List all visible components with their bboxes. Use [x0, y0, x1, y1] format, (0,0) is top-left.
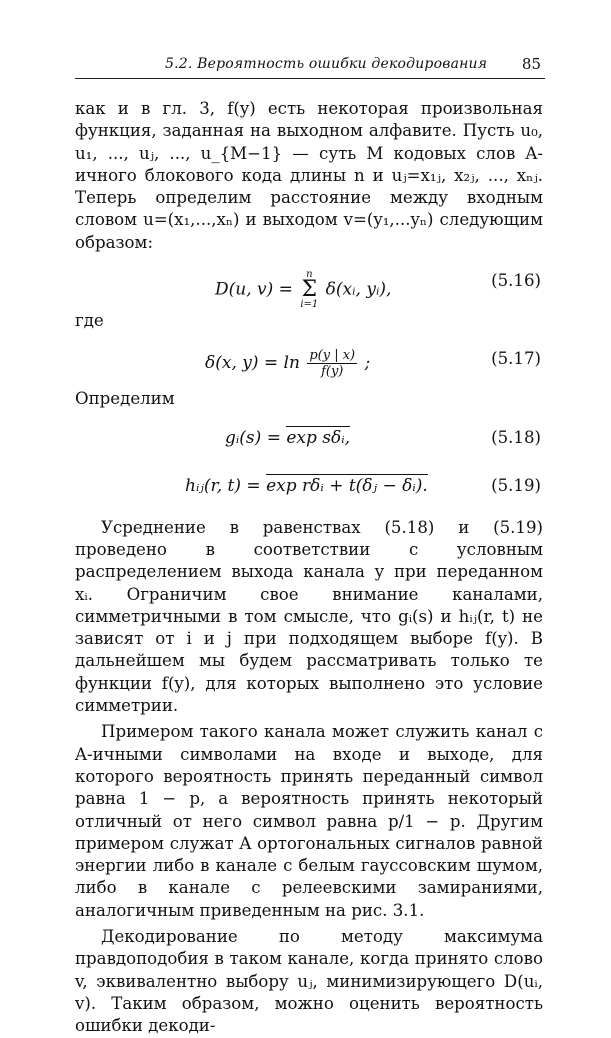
running-header: [75, 52, 545, 79]
equation-number: (5.18): [491, 427, 541, 447]
label-where: где: [75, 311, 104, 331]
formula-5-17: [205, 348, 370, 379]
paragraph-averaging: Усреднение в равенствах (5.18) и (5.19) проведено в соответствии с условным распределением выхода канала y при переданном xᵢ. Ограничим свое внимание каналами, симметричными в том смысле, что gᵢ(s) и hᵢⱼ(r, t) не зависят от i и j при подходящем выборе f(y). В дальнейшем мы будем рассматривать только те функции f(y), для которых выполнено это условие симметрии.: [75, 517, 543, 716]
page-body: [75, 98, 543, 1038]
formula-5-19: [185, 475, 428, 497]
fraction-numerator: p(y | x): [309, 348, 356, 364]
overlined-expression: exp sδᵢ,: [286, 427, 351, 448]
equation-5-18: [75, 419, 543, 459]
summation-sign: n Σ i=1: [300, 269, 319, 311]
formula-lhs: hᵢⱼ(r, t) =: [185, 475, 261, 496]
equation-number: (5.19): [491, 475, 541, 495]
formula-tail: ;: [364, 353, 371, 374]
formula-rhs: δ(xᵢ, yᵢ),: [325, 279, 392, 300]
paragraph-intro: как и в гл. 3, f(y) есть некоторая произвольная функция, заданная на выходном алфавите. Пусть u₀, u₁, ..., uⱼ, ..., u_{M−1} — суть M кодовых слов A-ичного блокового кода длины n и uⱼ=x₁ⱼ, x₂ⱼ, ..., xₙⱼ. Теперь определим расстояние между входным словом u=(x₁,...,xₙ) и выходом v=(y₁,...yₙ) следующим образом:: [75, 99, 543, 252]
page-number: 85: [521, 55, 541, 73]
formula-lhs: gᵢ(s) =: [225, 427, 281, 448]
equation-5-17: [75, 340, 543, 380]
sum-upper-limit: n: [306, 269, 313, 281]
fraction: [307, 348, 357, 379]
label-define: Определим: [75, 389, 175, 409]
fraction-denominator: f(y): [321, 364, 344, 380]
paragraph-decoding: Декодирование по методу максимума правдоподобия в таком канале, когда принято слово v, эквивалентно выбору uⱼ, минимизирующего D(uᵢ, v). Таким образом, можно оценить вероятность ошибки декоди-: [75, 927, 543, 1036]
section-title: 5.2. Вероятность ошибки декодирования: [165, 56, 488, 72]
equation-5-19: [75, 467, 543, 507]
overlined-expression: exp rδᵢ + t(δⱼ − δᵢ).: [266, 475, 428, 496]
formula-lhs: D(u, v) =: [215, 279, 293, 300]
sum-lower-limit: i=1: [300, 299, 319, 311]
formula-5-18: [225, 427, 350, 449]
equation-5-16: [75, 262, 543, 311]
paragraph-example: Примером такого канала может служить канал с A-ичными символами на входе и выходе, для которого вероятность принять переданный символ равна 1 − p, а вероятность принять некоторый отличный от него символ равна p/1 − p. Другим примером служат A ортогональных сигналов равной энергии либо в канале с белым гауссовским шумом, либо в канале с релеевскими замираниями, аналогичным приведенным на рис. 3.1.: [75, 722, 543, 920]
formula-lhs: δ(x, y) = ln: [205, 353, 300, 374]
equation-number: (5.16): [491, 271, 541, 291]
equation-number: (5.17): [491, 349, 541, 369]
formula-5-16: [215, 270, 391, 310]
